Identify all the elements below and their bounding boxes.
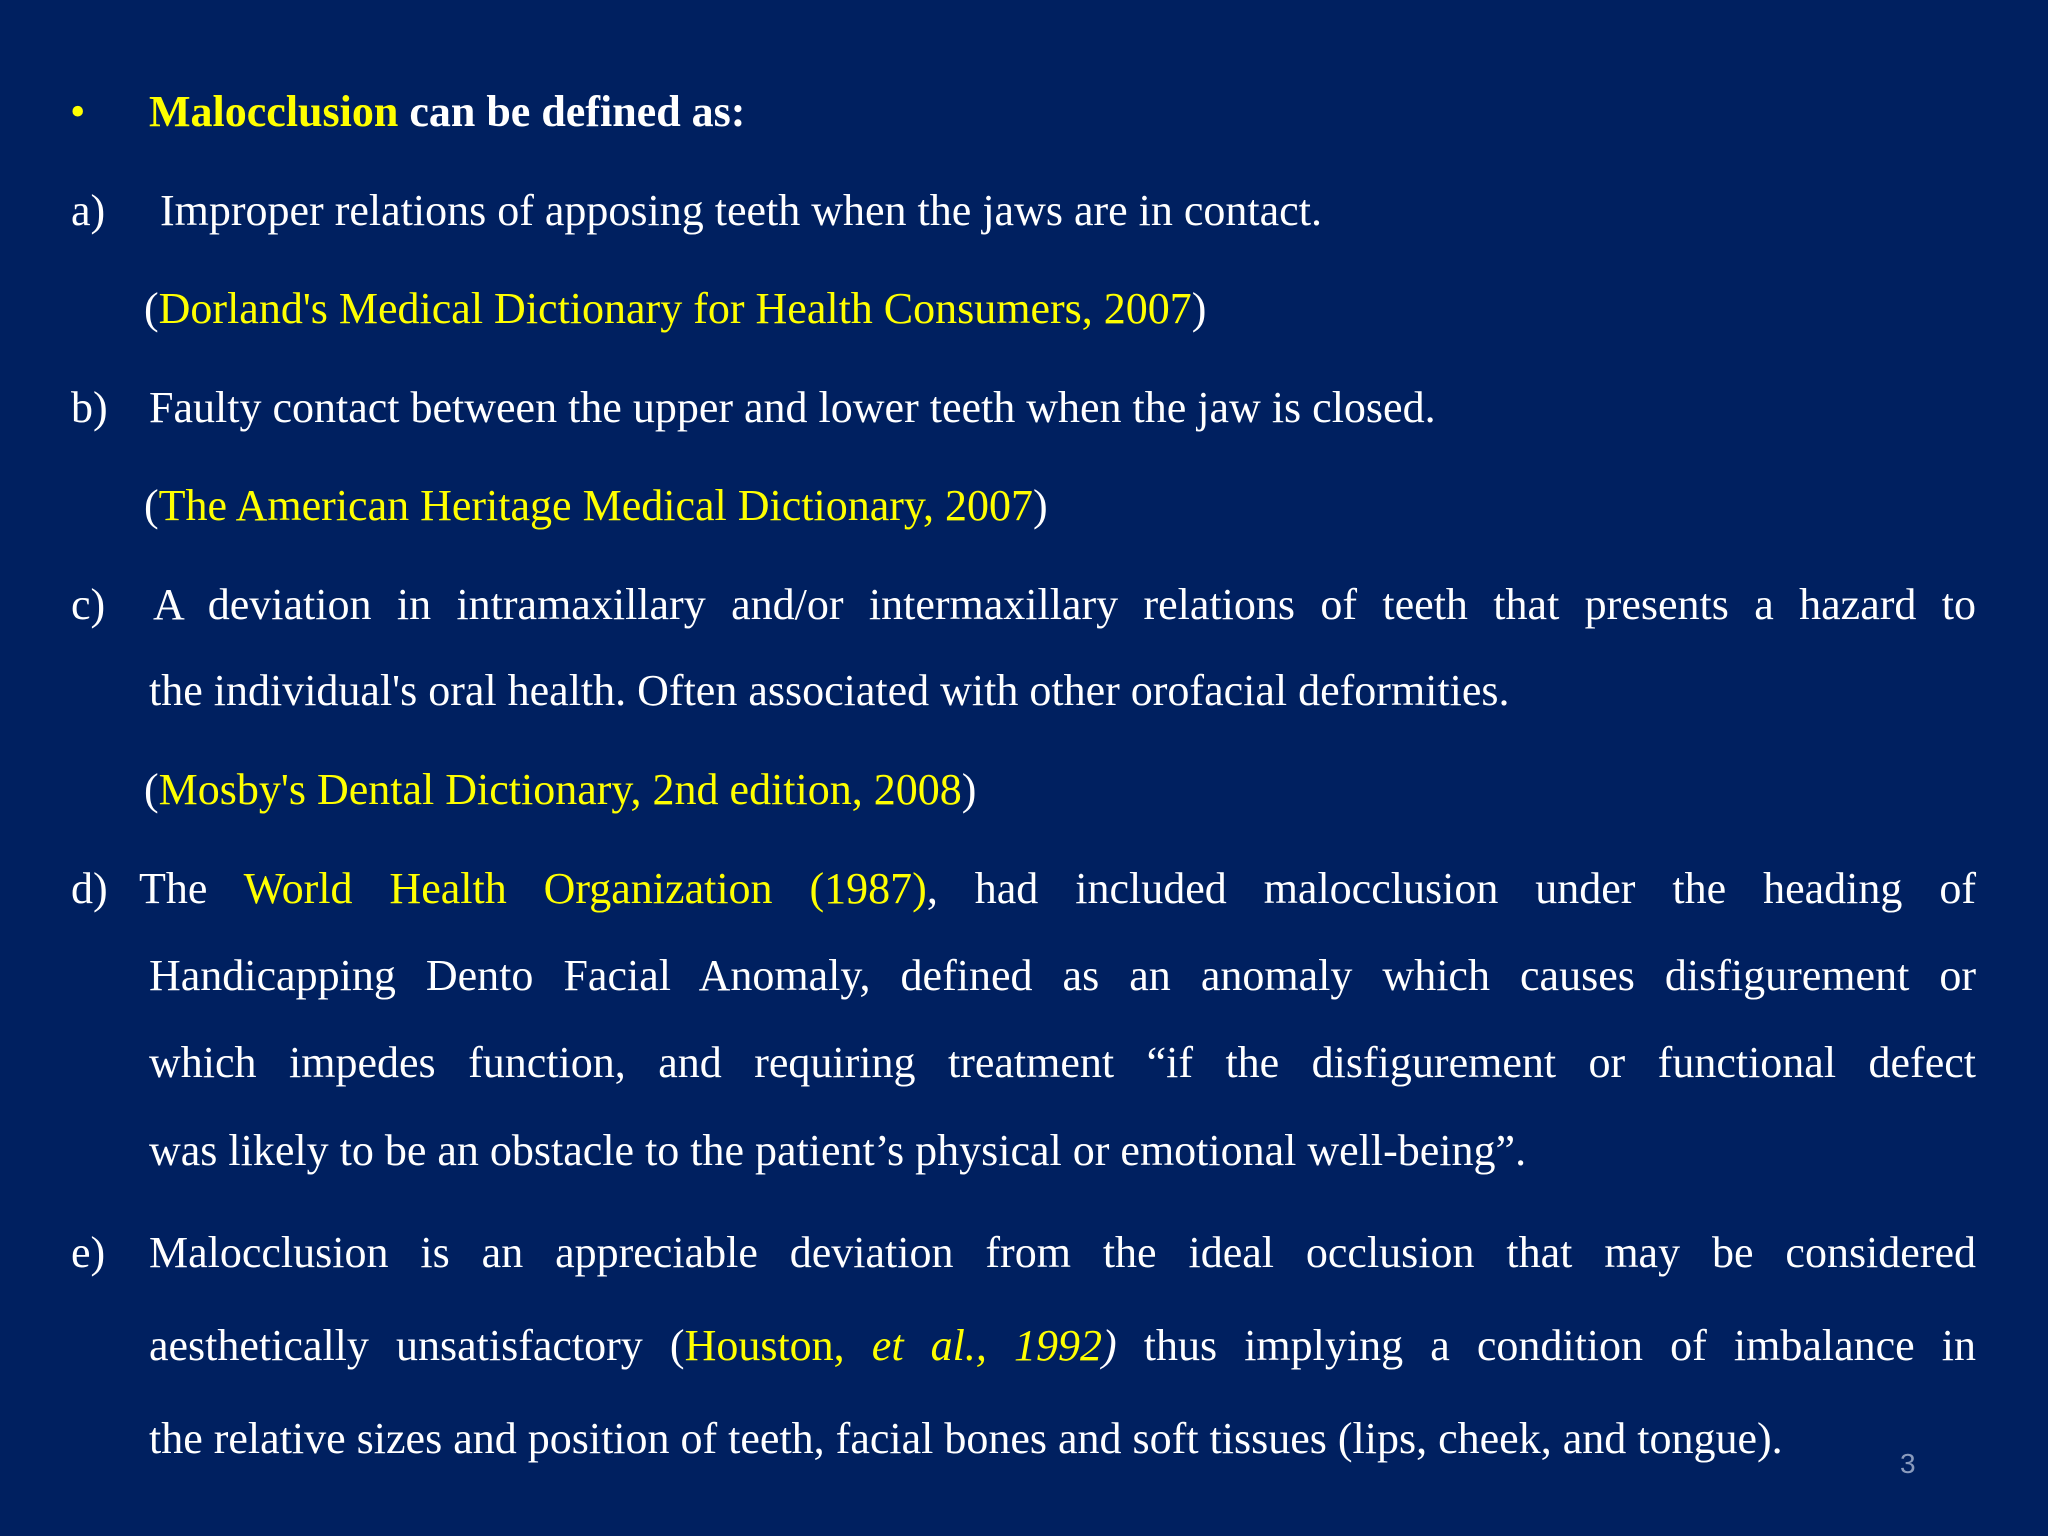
page-number: 3 [1900, 1448, 1916, 1479]
item-b-label: b) [71, 383, 108, 432]
item-a-source-title: Dorland's Medical Dictionary for Health Consumers, 2007 [158, 284, 1192, 333]
item-d-org: World Health Organization (1987) [243, 864, 927, 913]
item-d-line-2: Handicapping Dento Facial Anomaly, defined as an anomaly which causes disfigurement or [149, 951, 1976, 1000]
item-e-line-1: Malocclusion is an appreciable deviation from the ideal occlusion that may be considered [149, 1228, 1976, 1277]
heading [149, 86, 745, 138]
bullet-icon: • [70, 87, 86, 136]
item-d-line-4: was likely to be an obstacle to the patient’s physical or emotional well-being”. [149, 1126, 1527, 1175]
item-a-text: Improper relations of apposing teeth when the jaws are in contact. [160, 186, 1322, 235]
heading-term: Malocclusion [149, 87, 399, 136]
heading-rest: can be defined as: [398, 87, 746, 136]
item-e-author: Houston, [684, 1321, 872, 1370]
item-b-text: Faulty contact between the upper and lower teeth when the jaw is closed. [149, 383, 1436, 432]
item-a-label: a) [71, 186, 106, 235]
item-e-line-2: aesthetically unsatisfactory (Houston, et al., 1992) thus implying a condition of imbalance in [149, 1321, 1976, 1370]
item-b-source: (The American Heritage Medical Dictionary, 2007) [144, 481, 1048, 530]
item-e-etal: et al., 1992 [871, 1321, 1102, 1370]
item-d-line-3: which impedes function, and requiring treatment “if the disfigurement or functional defect [149, 1038, 1976, 1087]
item-e-label: e) [71, 1228, 106, 1277]
item-a-source: (Dorland's Medical Dictionary for Health Consumers, 2007) [144, 284, 1207, 333]
item-b-source-title: The American Heritage Medical Dictionary, 2007 [158, 481, 1034, 530]
item-d-label: d) [71, 864, 108, 913]
item-c-source: (Mosby's Dental Dictionary, 2nd edition, 2008) [144, 765, 977, 814]
item-c-line-2: the individual's oral health. Often associated with other orofacial deformities. [149, 666, 1510, 715]
item-d-line-1: The World Health Organization (1987), had included malocclusion under the heading of [139, 864, 1976, 913]
item-c-line-1: A deviation in intramaxillary and/or intermaxillary relations of teeth that presents a hazard to [153, 580, 1976, 629]
item-e-line-3: the relative sizes and position of teeth, facial bones and soft tissues (lips, cheek, and tongue). [149, 1414, 1783, 1463]
item-c-label: c) [71, 580, 106, 629]
item-c-source-title: Mosby's Dental Dictionary, 2nd edition, 2008 [158, 765, 962, 814]
